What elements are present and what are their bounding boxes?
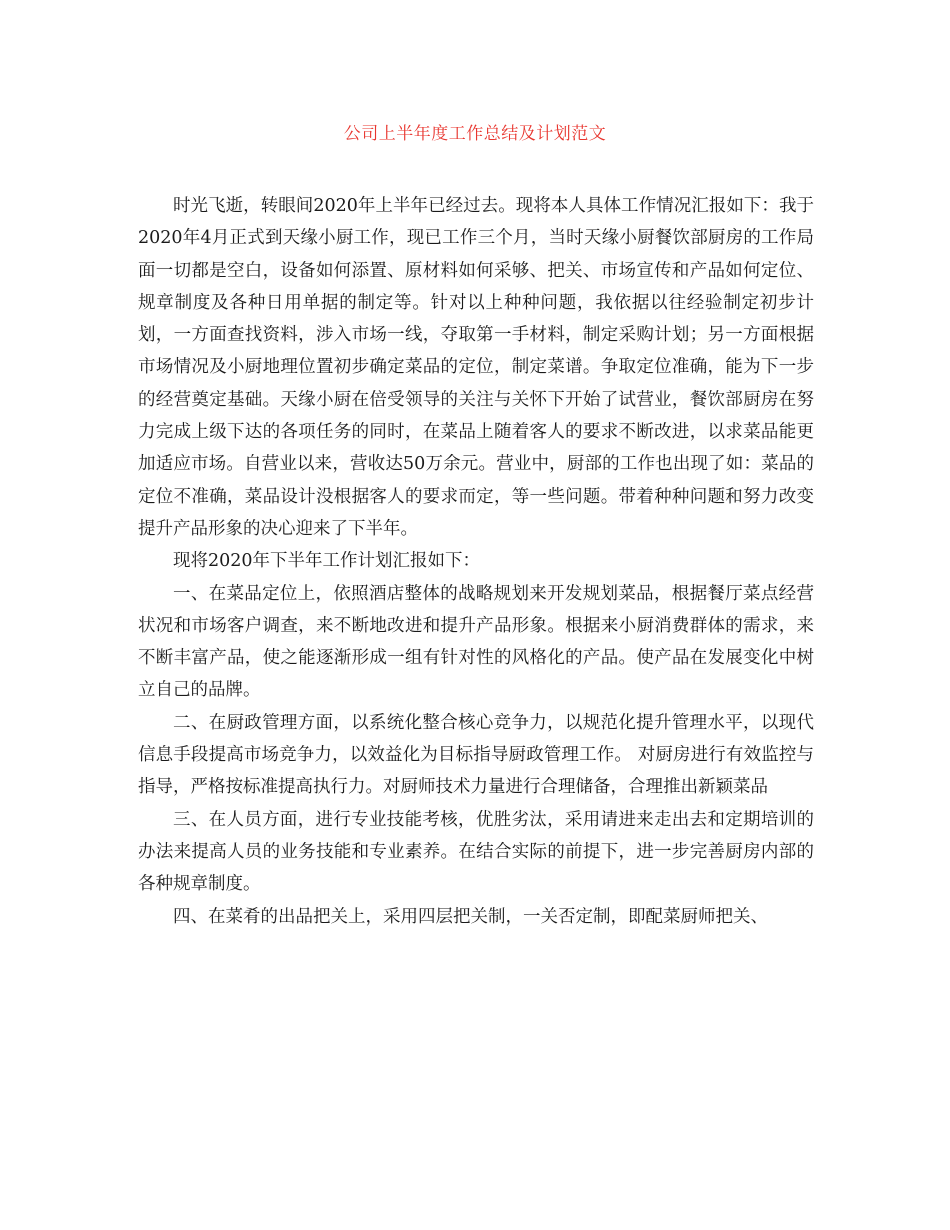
paragraph-plan-item-3: 三、在人员方面，进行专业技能考核，优胜劣汰，采用请进来走出去和定期培训的办法来提高人员的业务技能和专业素养。在结合实际的前提下，进一步完善厨房内部的各种规章制度。 (138, 809, 814, 895)
paragraph-plan-item-4: 四、在菜肴的出品把关上，采用四层把关制，一关否定制，即配菜厨师把关、 (173, 906, 768, 927)
paragraph-plan-item-1: 一、在菜品定位上，依照酒店整体的战略规划来开发规划菜品，根据餐厅菜点经营状况和市场客户调查，来不断地改进和提升产品形象。根据来小厨消费群体的需求，来不断丰富产品，使之能逐渐形成一组有针对性的风格化的产品。使产品在发展变化中树立自己的品牌。 (138, 583, 814, 701)
paragraph-plan-intro: 现将2020年下半年工作计划汇报如下： (173, 551, 481, 572)
document-title: 公司上半年度工作总结及计划范文 (343, 124, 607, 144)
document-body (138, 190, 814, 933)
paragraph-first-half-summary: 时光飞逝，转眼间2020年上半年已经过去。现将本人具体工作情况汇报如下：我于2020年4月正式到天缘小厨工作，现已工作三个月，当时天缘小厨餐饮部厨房的工作局面一切都是空白，设备如何添置、原材料如何采够、把关、市场宣传和产品如何定位、规章制度及各种日用单据的制定等。针对以上种种问题，我依据以往经验制定初步计划，一方面查找资料，涉入市场一线，夺取第一手材料，制定采购计划；另一方面根据市场情况及小厨地理位置初步确定菜品的定位，制定菜谱。争取定位准确，能为下一步的经营奠定基础。天缘小厨在倍受领导的关注与关怀下开始了试营业，餐饮部厨房在努力完成上级下达的各项任务的同时，在菜品上随着客人的要求不断改进，以求菜品能更加适应市场。自营业以来，营收达50万余元。营业中，厨部的工作也出现了如：菜品的定位不准确，菜品设计没根据客人的要求而定，等一些问题。带着种种问题和努力改变提升产品形象的决心迎来了下半年。 (138, 196, 814, 539)
paragraph-plan-item-2: 二、在厨政管理方面，以系统化整合核心竞争力，以规范化提升管理水平，以现代信息手段提高市场竞争力，以效益化为目标指导厨政管理工作。 对厨房进行有效监控与指导，严格按标准提高执行力。对厨师技术力量进行合理储备，合理推出新颖菜品 (138, 712, 814, 798)
